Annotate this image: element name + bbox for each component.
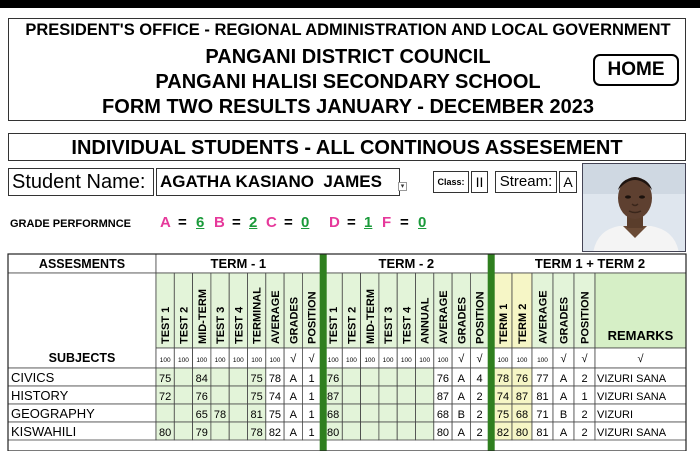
term1-score: 1 — [308, 409, 315, 421]
results-title: FORM TWO RESULTS JANUARY - DECEMBER 2023 — [102, 96, 594, 118]
grade-d-equals: = — [347, 214, 356, 231]
remark-text: VIZURI SANA — [597, 427, 667, 439]
combined-score: 2 — [581, 409, 588, 421]
term2-score-cell — [379, 404, 397, 422]
combined-score: A — [559, 391, 568, 403]
term1-score: 78 — [250, 427, 263, 439]
term2-score: 80 — [327, 427, 340, 439]
term1-score-cell — [156, 404, 174, 422]
term1-group-header: TERM - 1 — [210, 256, 267, 271]
term1-score: 80 — [159, 427, 172, 439]
term2-score-cell — [361, 386, 379, 404]
student-name-field[interactable]: AGATHA KASIANO JAMES — [156, 168, 400, 196]
term2-score: B — [457, 409, 465, 421]
combined-score: 2 — [581, 373, 588, 385]
combined-col-header: POSITION — [579, 291, 592, 344]
term2-score: 80 — [436, 427, 450, 439]
term2-col-header: POSITION — [474, 291, 487, 344]
term1-score: A — [289, 373, 297, 385]
combined-score: 87 — [515, 391, 529, 403]
term-separator — [488, 254, 495, 451]
term2-score: 2 — [476, 409, 483, 421]
term2-score: 2 — [476, 391, 483, 403]
combined-col-header: GRADES — [558, 296, 571, 344]
combined-max-mark: √ — [560, 353, 567, 365]
remarks-header: REMARKS — [607, 328, 674, 343]
term1-col-header: MID-TERM — [196, 289, 209, 344]
term1-max-mark: 100 — [269, 357, 281, 364]
term1-score-cell — [174, 422, 192, 440]
term1-score: A — [289, 409, 297, 421]
student-name-label: Student Name: — [8, 168, 154, 196]
term2-score-cell — [397, 368, 415, 386]
term1-col-header: TEST 2 — [178, 306, 191, 344]
term1-max-mark: 100 — [159, 357, 171, 364]
assesments-header: ASSESMENTS — [38, 257, 126, 271]
remark-text: VIZURI SANA — [597, 373, 667, 385]
grade-d-letter: D — [329, 214, 340, 231]
combined-score: A — [559, 373, 568, 385]
combined-score: 81 — [536, 391, 549, 403]
grade-a-letter: A — [160, 214, 171, 231]
term2-score: 68 — [436, 409, 450, 421]
term1-score: 79 — [195, 427, 208, 439]
term2-score-cell — [416, 386, 434, 404]
class-label: Class: — [433, 171, 469, 193]
term2-score: 87 — [327, 391, 340, 403]
term1-score-cell — [211, 422, 229, 440]
combined-score: 82 — [496, 427, 510, 439]
dropdown-arrow-icon[interactable]: ▾ — [398, 182, 407, 191]
term2-score: 76 — [327, 373, 340, 385]
term1-max-mark: √ — [308, 353, 315, 365]
term2-score-cell — [416, 404, 434, 422]
grade-c-letter: C — [266, 214, 277, 231]
term1-score: 81 — [250, 409, 263, 421]
class-value: II — [471, 171, 488, 193]
combined-score: 76 — [515, 373, 529, 385]
term2-max-mark: 100 — [346, 357, 357, 364]
term2-score-cell — [361, 422, 379, 440]
term2-max-mark: 100 — [419, 357, 431, 364]
term2-col-header: MID-TERM — [364, 289, 377, 344]
subject-name: CIVICS — [11, 370, 55, 385]
term2-score-cell — [342, 422, 360, 440]
term2-score-cell — [361, 368, 379, 386]
term1-score-cell — [211, 386, 229, 404]
term1-score: 75 — [250, 391, 263, 403]
term1-score: 84 — [195, 373, 208, 385]
term1-score: 74 — [268, 391, 282, 403]
term2-col-header: TEST 3 — [383, 306, 396, 344]
term1-col-header: POSITION — [306, 291, 319, 344]
term2-max-mark: 100 — [327, 357, 339, 364]
term2-score-cell — [416, 422, 434, 440]
term2-score-cell — [397, 404, 415, 422]
term1-score-cell — [174, 386, 192, 404]
grade-c-count: 0 — [301, 214, 310, 231]
term2-max-mark: 100 — [364, 357, 376, 364]
term1-col-header: TEST 3 — [215, 306, 228, 344]
term2-max-mark: √ — [476, 353, 483, 365]
term1-score-cell — [174, 368, 192, 386]
term1-score: 1 — [308, 427, 315, 439]
term1-score: A — [289, 391, 297, 403]
grade-b-count: 2 — [249, 214, 258, 231]
grade-b-equals: = — [232, 214, 241, 231]
combined-score: 71 — [536, 409, 549, 421]
term1-col-header: TEST 4 — [233, 306, 246, 344]
remark-text: VIZURI SANA — [597, 391, 667, 403]
grade-f-letter: F — [382, 214, 392, 231]
term2-score-cell — [397, 386, 415, 404]
term2-score: A — [457, 373, 465, 385]
term2-score: 2 — [476, 427, 483, 439]
term1-col-header: AVERAGE — [269, 290, 282, 344]
term1-score: 75 — [159, 373, 172, 385]
combined-group-header: TERM 1 + TERM 2 — [534, 256, 646, 271]
term2-max-mark: 100 — [437, 357, 449, 364]
term2-score-cell — [397, 422, 415, 440]
combined-score: 1 — [581, 391, 588, 403]
combined-score: 68 — [515, 409, 529, 421]
term2-col-header: AVERAGE — [437, 290, 450, 344]
combined-max-mark: 100 — [537, 357, 548, 364]
remark-text: VIZURI — [597, 409, 634, 421]
grade-a-count: 6 — [196, 214, 205, 231]
term1-score: A — [289, 427, 297, 439]
combined-score: B — [559, 409, 568, 421]
stream-value: A — [559, 171, 577, 193]
term2-score: A — [457, 427, 465, 439]
term2-col-header: GRADES — [456, 296, 469, 344]
combined-score: 74 — [496, 391, 510, 403]
term2-score: 68 — [327, 409, 340, 421]
term1-score: 78 — [213, 409, 227, 421]
term2-score-cell — [379, 422, 397, 440]
grade-performance-label: GRADE PERFORMNCE — [10, 218, 132, 230]
school-title: PANGANI HALISI SECONDARY SCHOOL — [155, 71, 541, 93]
combined-col-header: TERM 2 — [517, 303, 529, 344]
term2-score-cell — [379, 368, 397, 386]
council-title: PANGANI DISTRICT COUNCIL — [205, 46, 491, 68]
term1-score: 78 — [268, 373, 282, 385]
term2-score: 87 — [436, 391, 450, 403]
term1-score-cell — [211, 368, 229, 386]
term1-score: 72 — [159, 391, 172, 403]
term1-score-cell — [229, 368, 247, 386]
term2-col-header: ANNUAL — [419, 297, 432, 344]
grade-b-letter: B — [214, 214, 225, 231]
combined-score: 81 — [536, 427, 549, 439]
term1-col-header: GRADES — [288, 296, 301, 344]
combined-score: 77 — [536, 373, 549, 385]
combined-max-mark: 100 — [497, 357, 509, 364]
grade-d-count: 1 — [364, 214, 373, 231]
ministry-title: PRESIDENT'S OFFICE - REGIONAL ADMINISTRATION AND LOCAL GOVERNMENT — [25, 21, 671, 39]
remarks-max-mark: √ — [637, 353, 644, 365]
combined-col-header: TERM 1 — [498, 303, 510, 344]
term2-score: A — [457, 391, 465, 403]
term2-max-mark: √ — [458, 353, 465, 365]
grade-f-equals: = — [400, 214, 409, 231]
term1-score: 1 — [308, 391, 315, 403]
subject-name: GEOGRAPHY — [11, 406, 95, 421]
stream-label: Stream: — [495, 171, 557, 193]
assessment-subtitle: INDIVIDUAL STUDENTS - ALL CONTINOUS ASSESEMENT — [8, 133, 686, 161]
combined-max-mark: √ — [581, 353, 588, 365]
subject-name: KISWAHILI — [11, 424, 77, 439]
term2-score-cell — [379, 386, 397, 404]
term2-col-header: TEST 4 — [401, 306, 414, 344]
term2-col-header: TEST 1 — [328, 306, 341, 344]
term1-max-mark: √ — [290, 353, 297, 365]
term1-max-mark: 100 — [178, 357, 189, 364]
term1-score-cell — [229, 386, 247, 404]
term1-score: 1 — [308, 373, 315, 385]
combined-max-mark: 100 — [516, 357, 528, 364]
term1-score: 75 — [250, 373, 263, 385]
term1-score-cell — [229, 404, 247, 422]
grade-f-count: 0 — [418, 214, 427, 231]
combined-score: A — [559, 427, 568, 439]
term2-score: 76 — [436, 373, 450, 385]
term1-score-cell — [229, 422, 247, 440]
term2-score-cell — [361, 404, 379, 422]
combined-col-header: AVERAGE — [537, 290, 550, 344]
term1-col-header: TERMINAL — [251, 287, 264, 344]
term2-score: 4 — [476, 373, 483, 385]
subjects-header: SUBJECTS — [48, 351, 116, 365]
subject-name: HISTORY — [11, 388, 69, 403]
grade-a-equals: = — [178, 214, 187, 231]
term2-score-cell — [342, 404, 360, 422]
term1-max-mark: 100 — [251, 357, 263, 364]
term-separator — [320, 254, 327, 451]
term2-col-header: TEST 2 — [346, 306, 359, 344]
term2-group-header: TERM - 2 — [378, 256, 435, 271]
term1-score: 65 — [195, 409, 208, 421]
term1-col-header: TEST 1 — [160, 306, 173, 344]
combined-score: 80 — [515, 427, 529, 439]
combined-score: 78 — [496, 373, 510, 385]
term2-score-cell — [416, 368, 434, 386]
term2-score-cell — [342, 368, 360, 386]
term1-score: 82 — [268, 427, 282, 439]
term1-max-mark: 100 — [232, 357, 244, 364]
term2-score-cell — [342, 386, 360, 404]
home-button[interactable]: HOME — [593, 54, 679, 86]
term1-max-mark: 100 — [196, 357, 208, 364]
term1-score-cell — [174, 404, 192, 422]
term1-score: 75 — [268, 409, 282, 421]
combined-score: 75 — [496, 409, 510, 421]
term1-score: 76 — [195, 391, 208, 403]
term2-max-mark: 100 — [382, 357, 394, 364]
term1-max-mark: 100 — [214, 357, 226, 364]
grade-c-equals: = — [284, 214, 293, 231]
term2-max-mark: 100 — [400, 357, 412, 364]
combined-score: 2 — [581, 427, 588, 439]
